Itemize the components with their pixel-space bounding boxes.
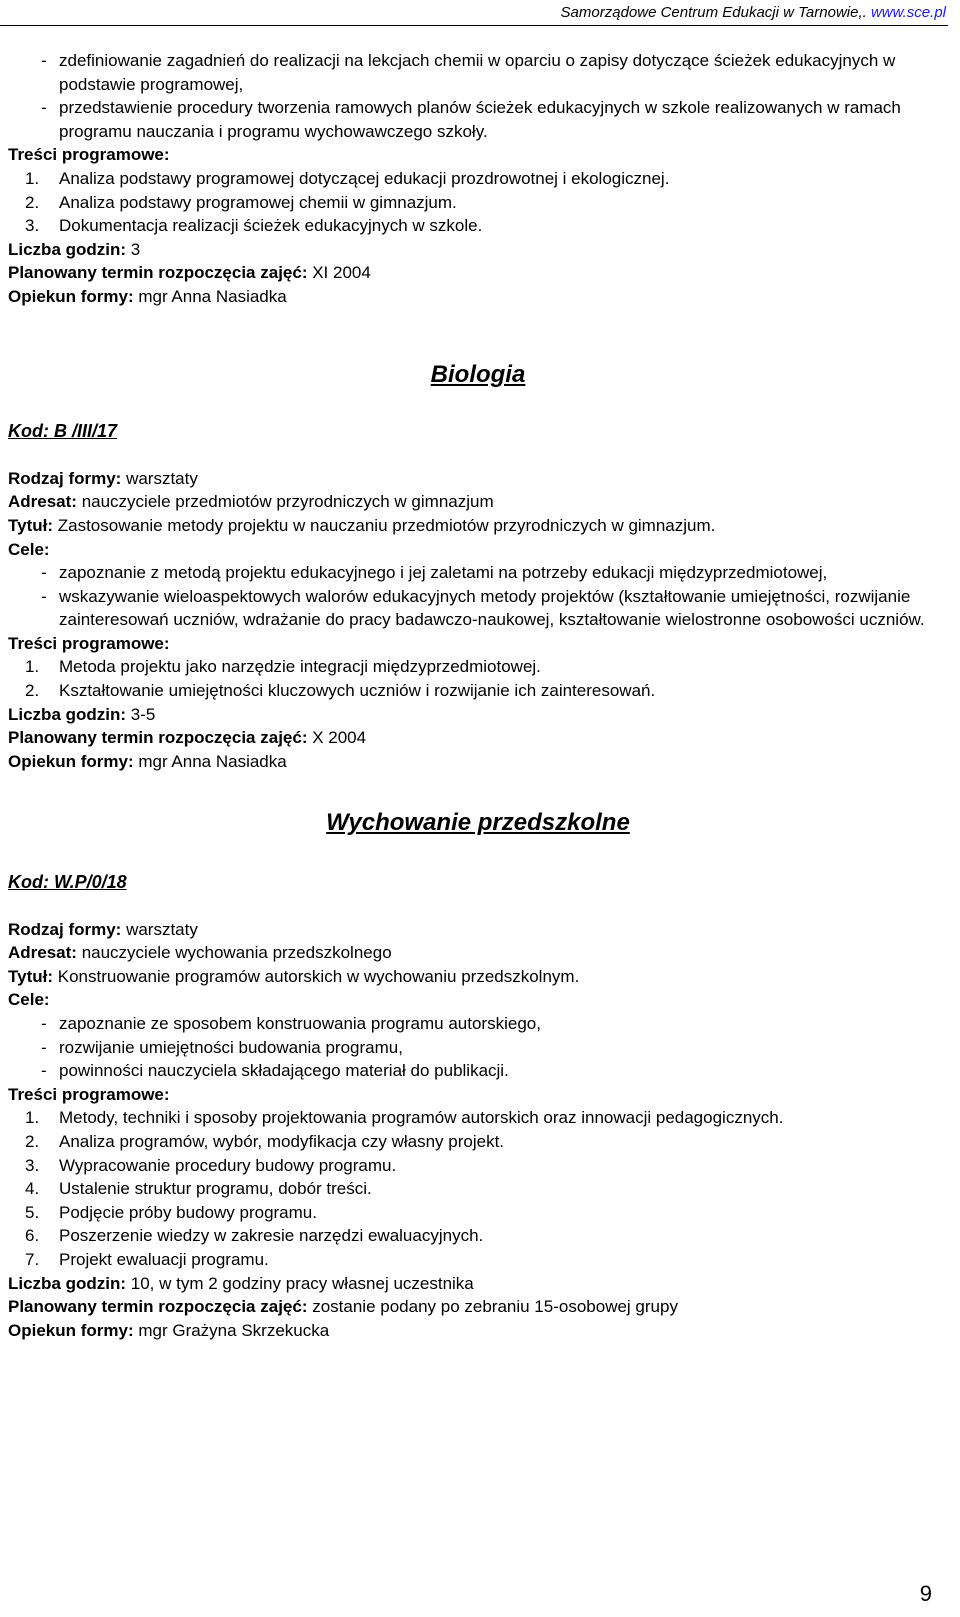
bio-tresci-item: 1. Metoda projektu jako narzędzie integracji międzyprzedmiotowej.: [25, 657, 541, 677]
wp-tresci-item: 2. Analiza programów, wybór, modyfikacja czy własny projekt.: [25, 1131, 505, 1151]
bio-hours: Liczba godzin: 3-5: [8, 704, 156, 724]
wp-hours: Liczba godzin: 10, w tym 2 godziny pracy własnej uczestnika: [8, 1273, 474, 1293]
wp-tytul: Tytuł: Konstruowanie programów autorskich w wychowaniu przedszkolnym.: [8, 966, 580, 986]
wp-tresci-label: Treści programowe:: [8, 1084, 170, 1104]
wp-tutor: Opiekun formy: mgr Grażyna Skrzekucka: [8, 1320, 330, 1340]
section-title-biologia: Biologia: [430, 360, 526, 388]
bio-term: Planowany termin rozpoczęcia zajęć: X 2004: [8, 728, 367, 748]
intro-term: Planowany termin rozpoczęcia zajęć: XI 2004: [8, 263, 371, 283]
wp-term: Planowany termin rozpoczęcia zajęć: zostanie podany po zebraniu 15-osobowej grupy: [8, 1297, 678, 1317]
wp-cele-label: Cele:: [8, 990, 50, 1010]
wp-tresci-item: 7. Projekt ewaluacji programu.: [25, 1249, 269, 1269]
bio-cele-label: Cele:: [8, 539, 50, 559]
wp-cele-item: - powinności nauczyciela składającego materiał do publikacji.: [41, 1061, 509, 1081]
section-title-wychowanie: Wychowanie przedszkolne: [326, 809, 630, 837]
wp-cele-item: - zapoznanie ze sposobem konstruowania programu autorskiego,: [41, 1014, 541, 1033]
intro-tresci-item: 2. Analiza podstawy programowej chemii w gimnazjum.: [25, 192, 457, 212]
intro-tresci-item: 1. Analiza podstawy programowej dotyczącej edukacji prozdrowotnej i ekologicznej.: [25, 168, 670, 188]
wp-cele-item: - rozwijanie umiejętności budowania programu,: [41, 1037, 403, 1057]
bio-tytul: Tytuł: Zastosowanie metody projektu w nauczaniu przedmiotów przyrodniczych w gimnazjum.: [8, 515, 716, 535]
header-text: Samorządowe Centrum Edukacji w Tarnowie,.: [560, 4, 871, 21]
intro-cele-item: - zdefiniowanie zagadnień do realizacji na lekcjach chemii w oparciu o zapisy dotyczące ścieżek edukacyjnych w podstawie programowej,: [41, 51, 896, 94]
bio-adresat: Adresat: nauczyciele przedmiotów przyrodniczych w gimnazjum: [8, 492, 494, 512]
section-code-biologia: Kod: B /III/17: [8, 421, 118, 442]
header-link[interactable]: www.sce.pl: [870, 4, 946, 21]
intro-cele-item: - przedstawienie procedury tworzenia ramowych planów ścieżek edukacyjnych w szkole realizowanych w ramach programu nauczania i programu wychowawczego szkoły.: [41, 98, 901, 141]
section-code-wychowanie: Kod: W.P/0/18: [8, 872, 127, 893]
intro-tutor: Opiekun formy: mgr Anna Nasiadka: [8, 286, 287, 306]
wp-tresci-item: 4. Ustalenie struktur programu, dobór treści.: [25, 1179, 372, 1199]
bio-tresci-item: 2. Kształtowanie umiejętności kluczowych uczniów i rozwijanie ich zainteresowań.: [25, 681, 656, 701]
wp-tresci-item: 5. Podjęcie próby budowy programu.: [25, 1202, 317, 1222]
header-rule: [0, 25, 948, 26]
bio-cele-item: - wskazywanie wieloaspektowych walorów edukacyjnych metody projektów (kształtowanie umiejętności, rozwijanie zainteresowań uczniów, wdrażanie do pracy badawczo-naukowej, kształtowanie wielostronne osobowości uczniów.: [41, 586, 925, 630]
wp-tresci-item: 1. Metody, techniki i sposoby projektowania programów autorskich oraz innowacji pedagogicznych.: [25, 1108, 784, 1128]
wp-tresci-item: 6. Poszerzenie wiedzy w zakresie narzędzi ewaluacyjnych.: [25, 1226, 484, 1246]
intro-tresci-label: Treści programowe:: [8, 145, 170, 165]
intro-hours: Liczba godzin: 3: [8, 239, 141, 259]
bio-tutor: Opiekun formy: mgr Anna Nasiadka: [8, 751, 287, 771]
bio-rodzaj: Rodzaj formy: warsztaty: [8, 468, 198, 488]
page-number: 9: [919, 1581, 932, 1606]
page-header: [561, 4, 946, 21]
wp-tresci-item: 3. Wypracowanie procedury budowy programu.: [25, 1155, 397, 1175]
wp-adresat: Adresat: nauczyciele wychowania przedszkolnego: [8, 943, 392, 963]
bio-cele-item: - zapoznanie z metodą projektu edukacyjnego i jej zaletami na potrzeby edukacji międzyprzedmiotowej,: [41, 563, 828, 583]
bio-tresci-label: Treści programowe:: [8, 633, 170, 653]
document-body: [8, 49, 948, 1342]
wp-rodzaj: Rodzaj formy: warsztaty: [8, 919, 198, 939]
intro-tresci-item: 3. Dokumentacja realizacji ścieżek edukacyjnych w szkole.: [25, 216, 483, 236]
